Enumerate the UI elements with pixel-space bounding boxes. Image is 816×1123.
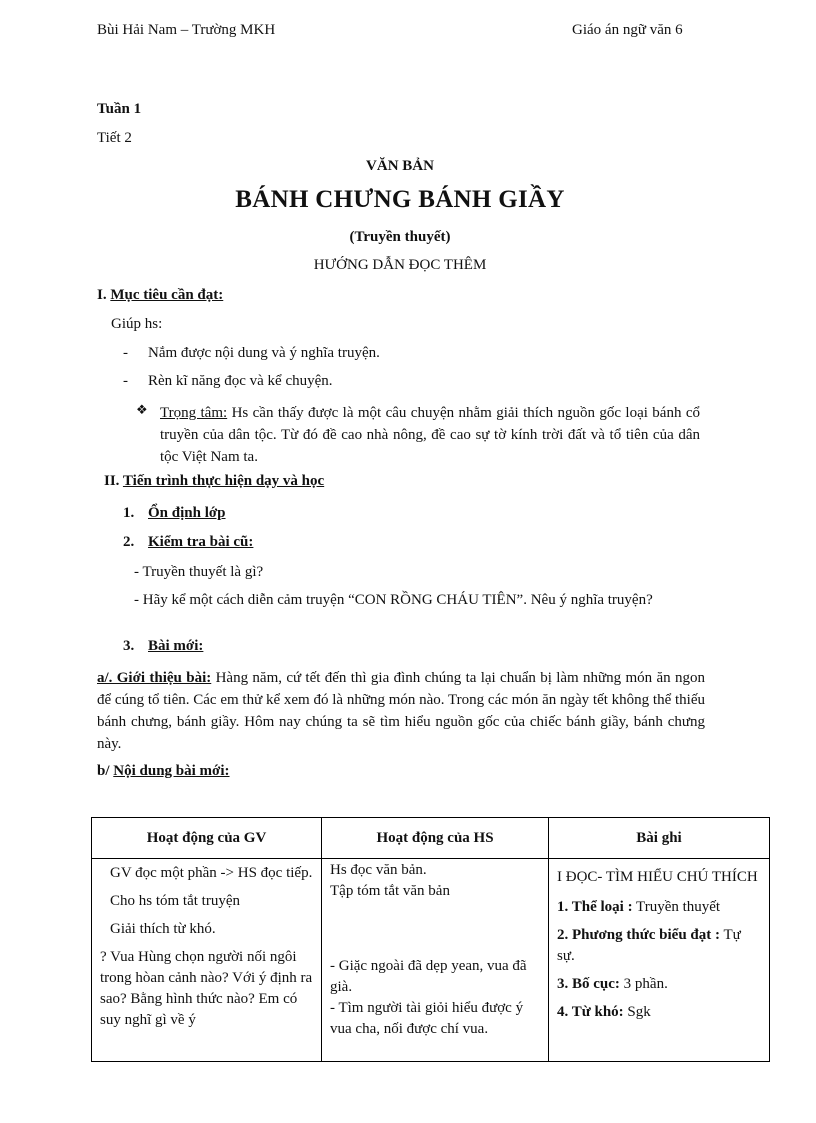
step-label: Ổn định lớp <box>148 505 226 521</box>
diamond-bullet-icon: ❖ <box>136 402 148 417</box>
week-label: Tuần 1 <box>97 101 142 117</box>
process-heading <box>104 473 324 490</box>
text-label: VĂN BẢN <box>366 158 434 174</box>
step-number: 1. <box>123 505 135 521</box>
objectives-heading-num: I. <box>97 287 107 303</box>
content-prefix: b/ <box>97 763 114 779</box>
table-header-notes: Bài ghi <box>549 818 770 859</box>
focus-paragraph <box>160 402 700 468</box>
step-number: 2. <box>123 534 135 550</box>
notes-cell <box>549 859 770 1062</box>
process-heading-num: II. <box>104 473 120 489</box>
objectives-heading <box>97 287 223 304</box>
table-header-hs: Hoạt động của HS <box>322 818 549 859</box>
hs-activity: Tập tóm tắt văn bản <box>330 883 450 899</box>
review-question: - Truyền thuyết là gì? <box>134 564 264 580</box>
gv-activity: Giải thích từ khó. <box>110 921 216 937</box>
table-header-row <box>92 818 770 859</box>
header-subject: Giáo án ngữ văn 6 <box>572 22 683 38</box>
gv-activity: GV đọc một phần -> HS đọc tiếp. <box>110 865 313 881</box>
notes-words <box>557 1002 761 1023</box>
table-row <box>92 859 770 1062</box>
content-label: Nội dung bài mới: <box>113 763 230 779</box>
review-question: - Hãy kể một cách diễn cảm truyện “CON RỒNG CHÁU TIÊN”. Nêu ý nghĩa truyện? <box>134 592 653 608</box>
notes-layout-label: 3. Bố cục: <box>557 976 620 992</box>
gv-activity: ? Vua Hùng chọn người nối ngôi trong hòan cảnh nào? Với ý định ra sao? Bằng hình thức nào? Em có suy nghĩ gì về ý <box>100 949 313 1028</box>
content-heading <box>97 763 230 780</box>
notes-words-value: Sgk <box>623 1004 651 1020</box>
hs-activity-cell <box>322 859 549 1062</box>
hs-activity: Hs đọc văn bản. <box>330 862 427 878</box>
gv-activity-cell <box>92 859 322 1062</box>
genre-label: (Truyền thuyết) <box>349 229 451 245</box>
intro-label: a/. Giới thiệu bài: <box>97 670 212 686</box>
intro-text: Hàng năm, cứ tết đến thì gia đình chúng ta lại chuẩn bị làm những món ăn ngon để cúng tổ tiên. Các em thử kể xem đó là những món nào. Trong các món ăn ngày tết không thể thiếu bánh chưng, bánh giầy. Hôm nay chúng ta sẽ tìm hiểu nguồn gốc của chiếc bánh giầy, bánh chưng này. <box>97 670 705 752</box>
step-label: Kiểm tra bài cũ: <box>148 534 254 550</box>
guide-label: HƯỚNG DẪN ĐỌC THÊM <box>313 257 487 273</box>
focus-text: Hs cần thấy được là một câu chuyện nhằm giải thích nguồn gốc loại bánh cổ truyền của dân tộc. Từ đó đề cao nhà nông, đề cao sự tờ kính trời đất và tổ tiên của dân tộc Việt Nam ta. <box>160 405 700 465</box>
intro-paragraph <box>97 667 705 755</box>
table-header-gv: Hoạt động của GV <box>92 818 322 859</box>
objective-item: Rèn kĩ năng đọc và kể chuyện. <box>148 373 333 389</box>
hs-activity: - Tìm người tài giỏi hiểu được ý vua cha, nối được chí vua. <box>330 1000 524 1037</box>
notes-mode-value: Tự sự. <box>557 927 741 964</box>
objective-item: Nắm được nội dung và ý nghĩa truyện. <box>148 345 380 361</box>
notes-genre-label: 1. Thể loại : <box>557 899 633 915</box>
notes-layout-value: 3 phần. <box>619 976 668 992</box>
header-author: Bùi Hải Nam – Trường MKH <box>97 22 276 38</box>
notes-mode <box>557 925 761 967</box>
notes-section: I ĐỌC- TÌM HIỂU CHÚ THÍCH <box>557 869 758 885</box>
gv-activity: Cho hs tóm tắt truyện <box>110 893 240 909</box>
notes-genre-value: Truyền thuyết <box>632 899 721 915</box>
notes-mode-label: 2. Phương thức biểu đạt : <box>557 927 720 943</box>
hs-activity: - Giặc ngoài đã dẹp yean, vua đã già. <box>330 958 527 995</box>
focus-label: Trọng tâm: <box>160 405 228 421</box>
lesson-title: BÁNH CHƯNG BÁNH GIẦY <box>235 186 565 213</box>
dash-bullet: - <box>123 345 128 361</box>
period-label: Tiết 2 <box>97 130 132 146</box>
dash-bullet: - <box>123 373 128 389</box>
step-number: 3. <box>123 638 135 654</box>
notes-genre <box>557 897 761 918</box>
process-heading-text: Tiến trình thực hiện dạy và học <box>122 473 325 489</box>
notes-words-label: 4. Từ khó: <box>557 1004 624 1020</box>
notes-layout <box>557 974 761 995</box>
objectives-heading-text: Mục tiêu cần đạt: <box>110 287 224 303</box>
step-label: Bài mới: <box>148 638 204 654</box>
lesson-plan-table <box>91 817 770 1062</box>
objectives-help: Giúp hs: <box>111 316 163 332</box>
